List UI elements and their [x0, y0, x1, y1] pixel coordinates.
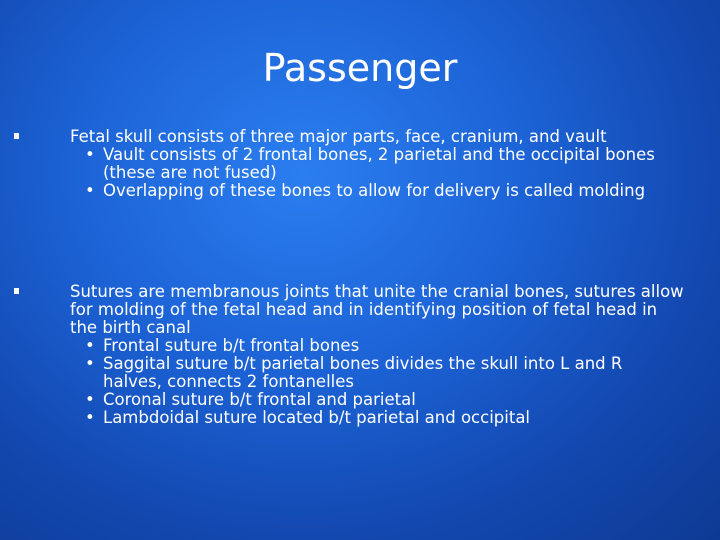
sub-bullet-text: Vault consists of 2 frontal bones, 2 parietal and the occipital bones (these are not fused) [103, 145, 655, 182]
sub-bullet-text: Frontal suture b/t frontal bones [103, 336, 360, 355]
sub-bullet-item [70, 146, 685, 182]
bullet-text: Sutures are membranous joints that unite the cranial bones, sutures allow for molding of the fetal head and in identifying position of fetal head in the birth canal [70, 282, 684, 337]
sub-bullet-text: Coronal suture b/t frontal and parietal [103, 390, 416, 409]
dot-bullet-icon: • [85, 181, 95, 200]
sub-bullet-list [70, 337, 685, 427]
dot-bullet-icon: • [85, 408, 95, 427]
dot-bullet-icon: • [85, 336, 95, 355]
sub-bullet-text: Overlapping of these bones to allow for delivery is called molding [103, 181, 646, 200]
sub-bullet-item [70, 391, 685, 409]
dot-bullet-icon: • [85, 145, 95, 164]
sub-bullet-item [70, 355, 685, 391]
square-bullet-icon [14, 288, 19, 294]
slide-title: Passenger [262, 46, 458, 90]
sub-bullet-item [70, 337, 685, 355]
sub-bullet-text: Lambdoidal suture located b/t parietal and occipital [103, 408, 531, 427]
sub-bullet-item [70, 409, 685, 427]
sub-bullet-text: Saggital suture b/t parietal bones divides the skull into L and R halves, connects 2 fontanelles [103, 354, 623, 391]
dot-bullet-icon: • [85, 390, 95, 409]
dot-bullet-icon: • [85, 354, 95, 373]
bullet-text: Fetal skull consists of three major parts, face, cranium, and vault [70, 127, 607, 146]
bullet-text-block [70, 128, 685, 200]
square-bullet-icon [14, 133, 19, 139]
sub-bullet-item [70, 182, 685, 200]
sub-bullet-list [70, 146, 685, 200]
bullet-text-block [70, 283, 685, 427]
